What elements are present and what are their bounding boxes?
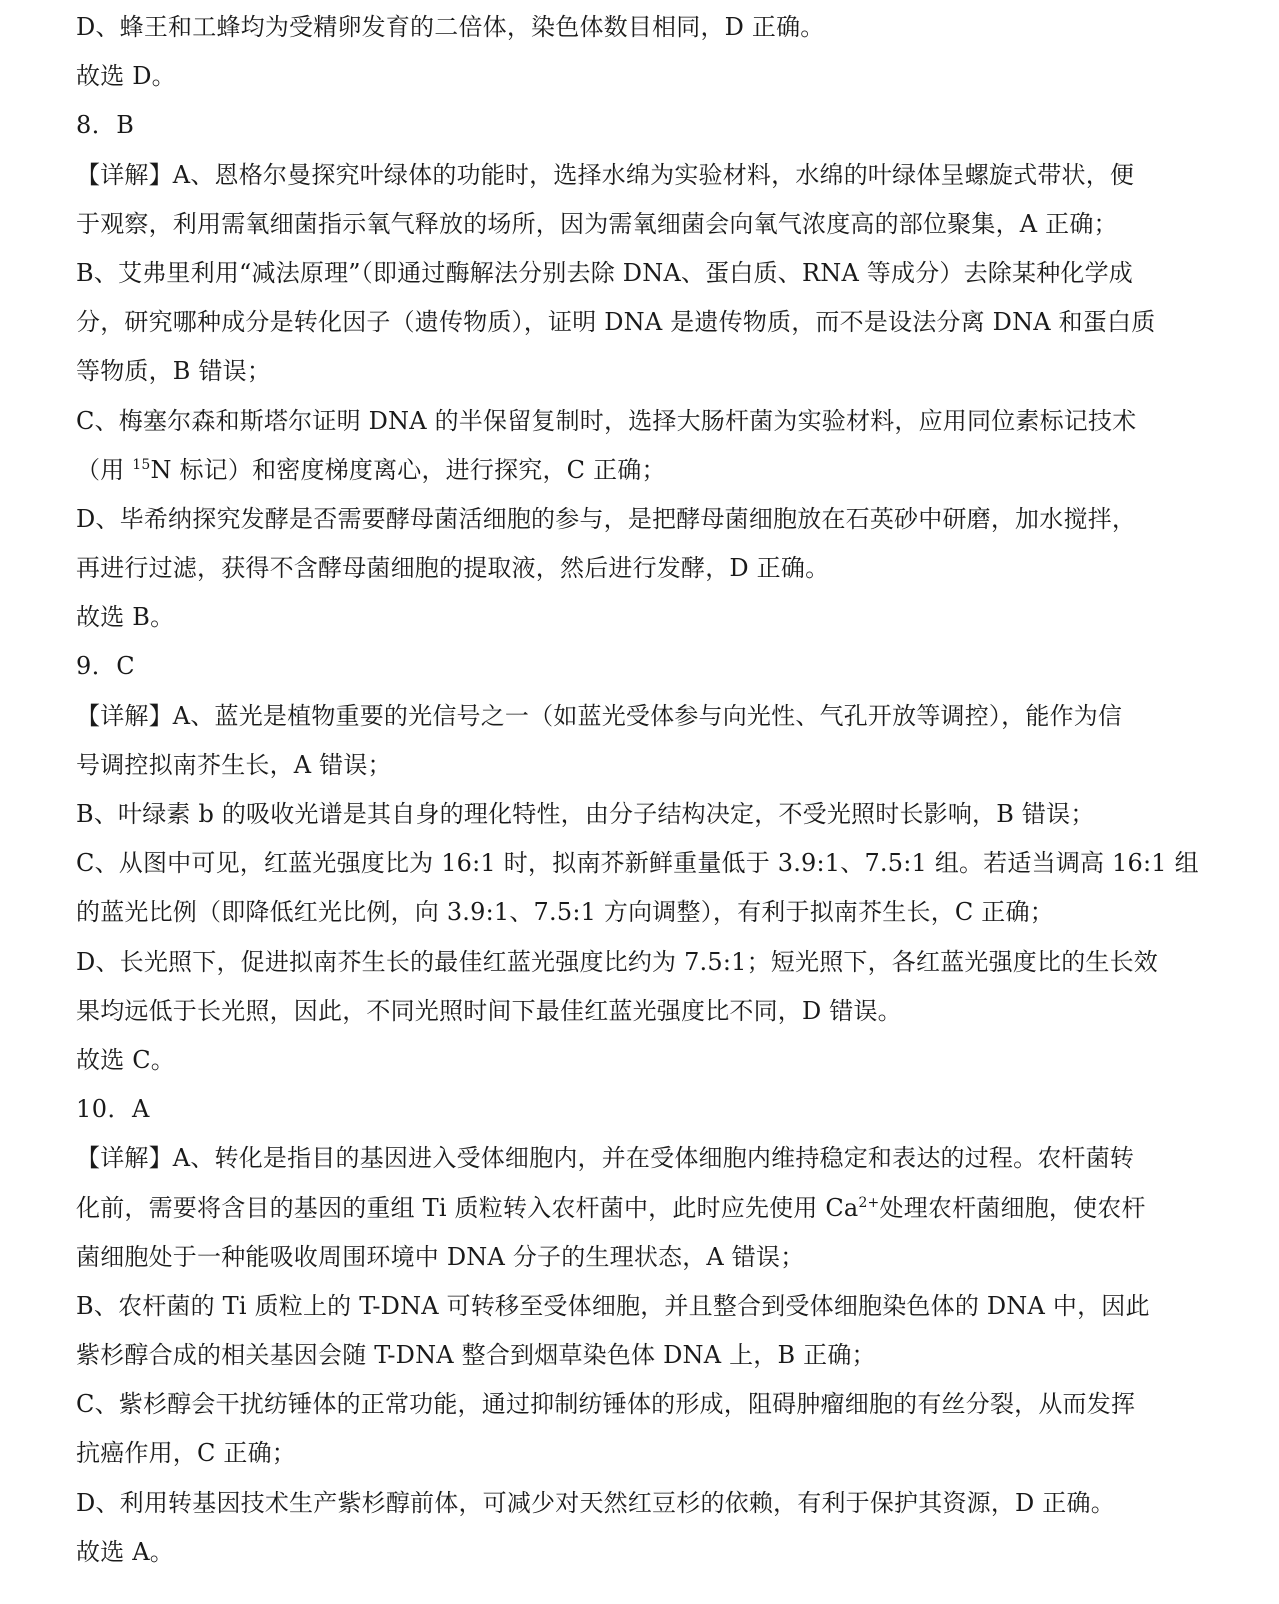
text-line: B、艾弗里利用“减法原理”（即通过酶解法分别去除 DNA、蛋白质、RNA 等成分）去除某种化学成: [76, 258, 1134, 287]
text-line: D、蜂王和工蜂均为受精卵发育的二倍体，染色体数目相同，D 正确。: [76, 13, 825, 41]
text-line: D、长光照下，促进拟南芥生长的最佳红蓝光强度比约为 7.5:1；短光照下，各红蓝光强度比的生长效: [76, 947, 1158, 976]
text-line: C、从图中可见，红蓝光强度比为 16:1 时，拟南芥新鲜重量低于 3.9:1、7.5:1 组。若适当调高 16:1 组: [76, 849, 1199, 878]
text-line-with-superscript: [76, 1184, 1206, 1233]
superscript: 2+: [858, 1194, 880, 1211]
text-line: 号调控拟南芥生长，A 错误；: [76, 750, 392, 779]
conclusion-line: 故选 B。: [76, 603, 175, 632]
text-segment: N 标记）和密度梯度离心，进行探究，C 正确；: [150, 455, 666, 484]
text-line: 的蓝光比例（即降低红光比例，向 3.9:1、7.5:1 方向调整），有利于拟南芥生长，C 正确；: [76, 898, 1054, 927]
text-line: 于观察，利用需氧细菌指示氧气释放的场所，因为需氧细菌会向氧气浓度高的部位聚集，A 正确；: [76, 209, 1118, 238]
text-line: 【详解】A、转化是指目的基因进入受体细胞内，并在受体细胞内维持稳定和表达的过程。农杆菌转: [76, 1144, 1135, 1173]
answer-heading-8: 8．B: [76, 111, 135, 140]
text-line-with-superscript: [76, 446, 1206, 495]
text-line: 再进行过滤，获得不含酵母菌细胞的提取液，然后进行发酵，D 正确。: [76, 554, 830, 583]
text-line: D、毕希纳探究发酵是否需要酵母菌活细胞的参与，是把酵母菌细胞放在石英砂中研磨，加水搅拌，: [76, 504, 1137, 533]
conclusion-line: 故选 D。: [76, 62, 176, 91]
conclusion-line: 故选 C。: [76, 1045, 175, 1074]
text-line: 果均远低于长光照，因此，不同光照时间下最佳红蓝光强度比不同，D 错误。: [76, 996, 902, 1025]
text-line: B、叶绿素 b 的吸收光谱是其自身的理化特性，由分子结构决定，不受光照时长影响，B 错误；: [76, 800, 1095, 828]
text-line: 菌细胞处于一种能吸收周围环境中 DNA 分子的生理状态，A 错误；: [76, 1242, 805, 1271]
conclusion-line: 故选 A。: [76, 1537, 174, 1566]
text-line: D、利用转基因技术生产紫杉醇前体，可减少对天然红豆杉的依赖，有利于保护其资源，D 正确。: [76, 1488, 1115, 1517]
text-segment: 处理农杆菌细胞，使农杆: [879, 1193, 1146, 1222]
text-line: C、紫杉醇会干扰纺锤体的正常功能，通过抑制纺锤体的形成，阻碍肿瘤细胞的有丝分裂，从而发挥: [76, 1390, 1136, 1419]
text-line: 【详解】A、恩格尔曼探究叶绿体的功能时，选择水绵为实验材料，水绵的叶绿体呈螺旋式带状，便: [76, 160, 1135, 189]
document-page: [76, 3, 1206, 1577]
text-line: 抗癌作用，C 正确；: [76, 1439, 296, 1468]
answer-heading-10: 10．A: [76, 1095, 150, 1124]
superscript: 15: [132, 456, 151, 473]
text-segment: （用: [76, 455, 133, 484]
text-line: 等物质，B 错误；: [76, 357, 272, 386]
answer-heading-9: 9．C: [76, 652, 136, 681]
text-segment: 化前，需要将含目的基因的重组 Ti 质粒转入农杆菌中，此时应先使用 Ca: [76, 1193, 859, 1222]
text-line: 紫杉醇合成的相关基因会随 T-DNA 整合到烟草染色体 DNA 上，B 正确；: [76, 1341, 876, 1370]
text-line: 分，研究哪种成分是转化因子（遗传物质），证明 DNA 是遗传物质，而不是设法分离 DNA 和蛋白质: [76, 308, 1156, 337]
text-line: 【详解】A、蓝光是植物重要的光信号之一（如蓝光受体参与向光性、气孔开放等调控），能作为信: [76, 701, 1123, 730]
text-line: C、梅塞尔森和斯塔尔证明 DNA 的半保留复制时，选择大肠杆菌为实验材料，应用同位素标记技术: [76, 406, 1137, 435]
text-line: B、农杆菌的 Ti 质粒上的 T-DNA 可转移至受体细胞，并且整合到受体细胞染色体的 DNA 中，因此: [76, 1291, 1150, 1320]
